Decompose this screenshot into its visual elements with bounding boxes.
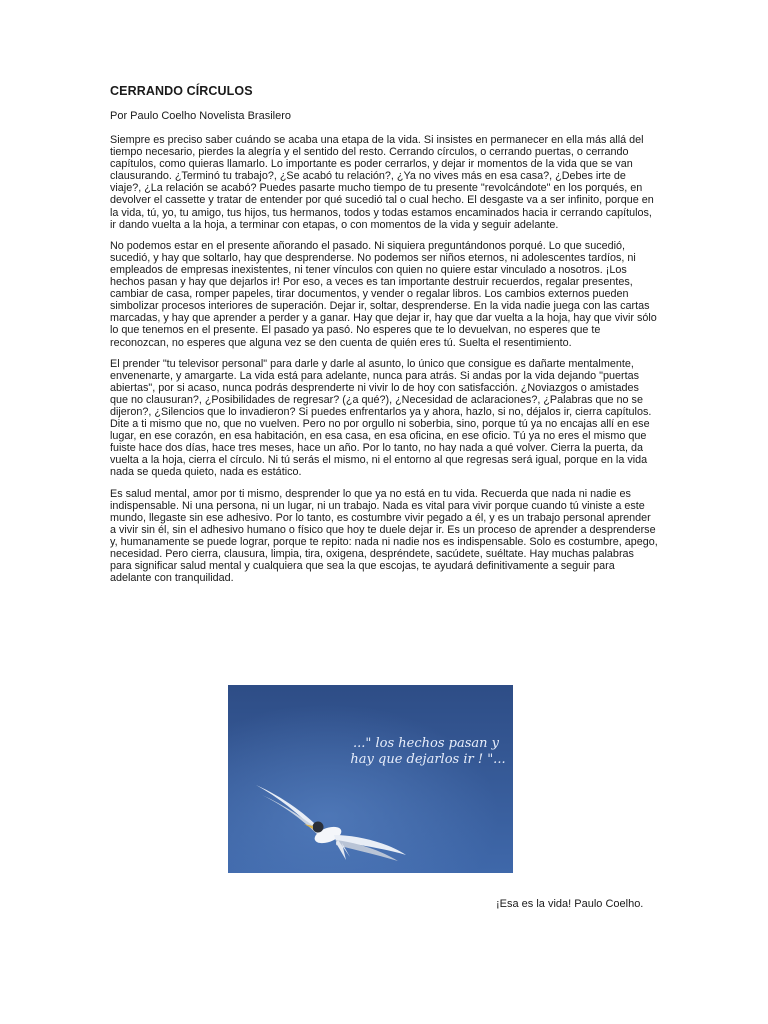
- paragraph-3: El prender "tu televisor personal" para darle y darle al asunto, lo único que consigue es dañarte mentalmente, envenenarte, y amargarte. La vida está para adelante, nunca para atrás. Si andas por la vida dejando "puertas abiertas", por si acaso, nunca podrás desprenderte ni vivir lo de hoy con satisfacción. ¿Noviazgos o amistades que no clausuran?, ¿Posibilidades de regresar? (¿a qué?), ¿Necesidad de aclaraciones?, ¿Palabras que no se dijeron?, ¿Silencios que lo invadieron? Si puedes enfrentarlos ya y ahora, hazlo, si no, déjalos ir, cierra capítulos. Dite a ti mismo que no, que no vuelven. Pero no por orgullo ni soberbia, sino, porque tú ya no encajas allí en ese lugar, en ese corazón, en esa habitación, en esa casa, en esa oficina, en ese oficio. Tú ya no eres el mismo que fuiste hace dos días, hace tres meses, hace un año. Por lo tanto, no hay nada a qué volver. Cierra la puerta, da vuelta a la hoja, cierra el círculo. Ni tú serás el mismo, ni el entorno al que regresas será igual, porque en la vida nada se queda quieto, nada es estático.: [110, 357, 652, 479]
- paragraph-2: No podemos estar en el presente añorando el pasado. Ni siquiera preguntándonos porqué. Lo que sucedió, sucedió, y hay que soltarlo, hay que desprenderse. No podemos ser niños eternos, ni adolescentes tardíos, ni empleados de empresas inexistentes, ni tener vínculos con quien no quiere estar vinculado a nosotros. ¡Los hechos pasan y hay que dejarlos ir! Por eso, a veces es tan importante destruir recuerdos, regalar presentes, cambiar de casa, romper papeles, tirar documentos, y vender o regalar libros. Los cambios externos pueden simbolizar procesos interiores de superación. Dejar ir, soltar, desprenderse. En la vida nadie juega con las cartas marcadas, y hay que aprender a perder y a ganar. Hay que dejar ir, hay que dar vuelta a la hoja, hay que vivir sólo lo que tenemos en el presente. El pasado ya pasó. No esperes que te lo devuelvan, no esperes que te reconozcan, no esperes que alguna vez se den cuenta de quién eres tú. Suelta el resentimiento.: [110, 239, 657, 349]
- paragraph-4: Es salud mental, amor por ti mismo, desprender lo que ya no está en tu vida. Recuerda que nada ni nadie es indispensable. Ni una persona, ni un lugar, ni un trabajo. Nada es vital para vivir porque cuando tú viniste a este mundo, llegaste sin ese adhesivo. Por lo tanto, es costumbre vivir pegado a él, y es un trabajo personal aprender a vivir sin él, sin el adhesivo humano o físico que hoy te duele dejar ir. Es un proceso de aprender a desprenderse y, humanamente se puede lograr, porque te repito: nada ni nadie nos es indispensable. Solo es costumbre, apego, necesidad. Pero cierra, clausura, limpia, tira, oxigena, despréndete, sacúdete, suéltate. Hay muchas palabras para significar salud mental y cualquiera que sea la que escojas, te ayudará definitivamente a seguir para adelante con tranquilidad.: [110, 487, 658, 585]
- paragraph-1: Siempre es preciso saber cuándo se acaba una etapa de la vida. Si insistes en permanecer en ella más allá del tiempo necesario, pierdes la alegría y el sentido del resto. Cerrando círculos, o cerrando puertas, o cerrando capítulos, como quieras llamarlo. Lo importante es poder cerrarlos, y dejar ir momentos de la vida que se van clausurando. ¿Terminó tu trabajo?, ¿Se acabó tu relación?, ¿Ya no vives más en esa casa?, ¿Debes irte de viaje?, ¿La relación se acabó? Puedes pasarte mucho tiempo de tu presente "revolcándote" en los porqués, en devolver el cassette y tratar de entender por qué sucedió tal o cual hecho. El desgaste va a ser infinito, porque en la vida, tú, yo, tu amigo, tus hijos, tus hermanos, todos y todas estamos encaminados hacia ir cerrando capítulos, ir dando vuelta a la hoja, a terminar con etapas, o con momentos de la vida y seguir adelante.: [110, 134, 654, 231]
- author-byline: Por Paulo Coelho Novelista Brasilero: [110, 110, 291, 122]
- bird-illustration: [228, 685, 513, 873]
- closing-signature: ¡Esa es la vida! Paulo Coelho.: [496, 898, 644, 910]
- image-caption-line-1: ..." los hechos pasan y: [353, 736, 499, 751]
- document-title: CERRANDO CÍRCULOS: [110, 84, 253, 98]
- image-caption-line-2: hay que dejarlos ir ! "...: [350, 752, 506, 767]
- document-body: [110, 84, 658, 593]
